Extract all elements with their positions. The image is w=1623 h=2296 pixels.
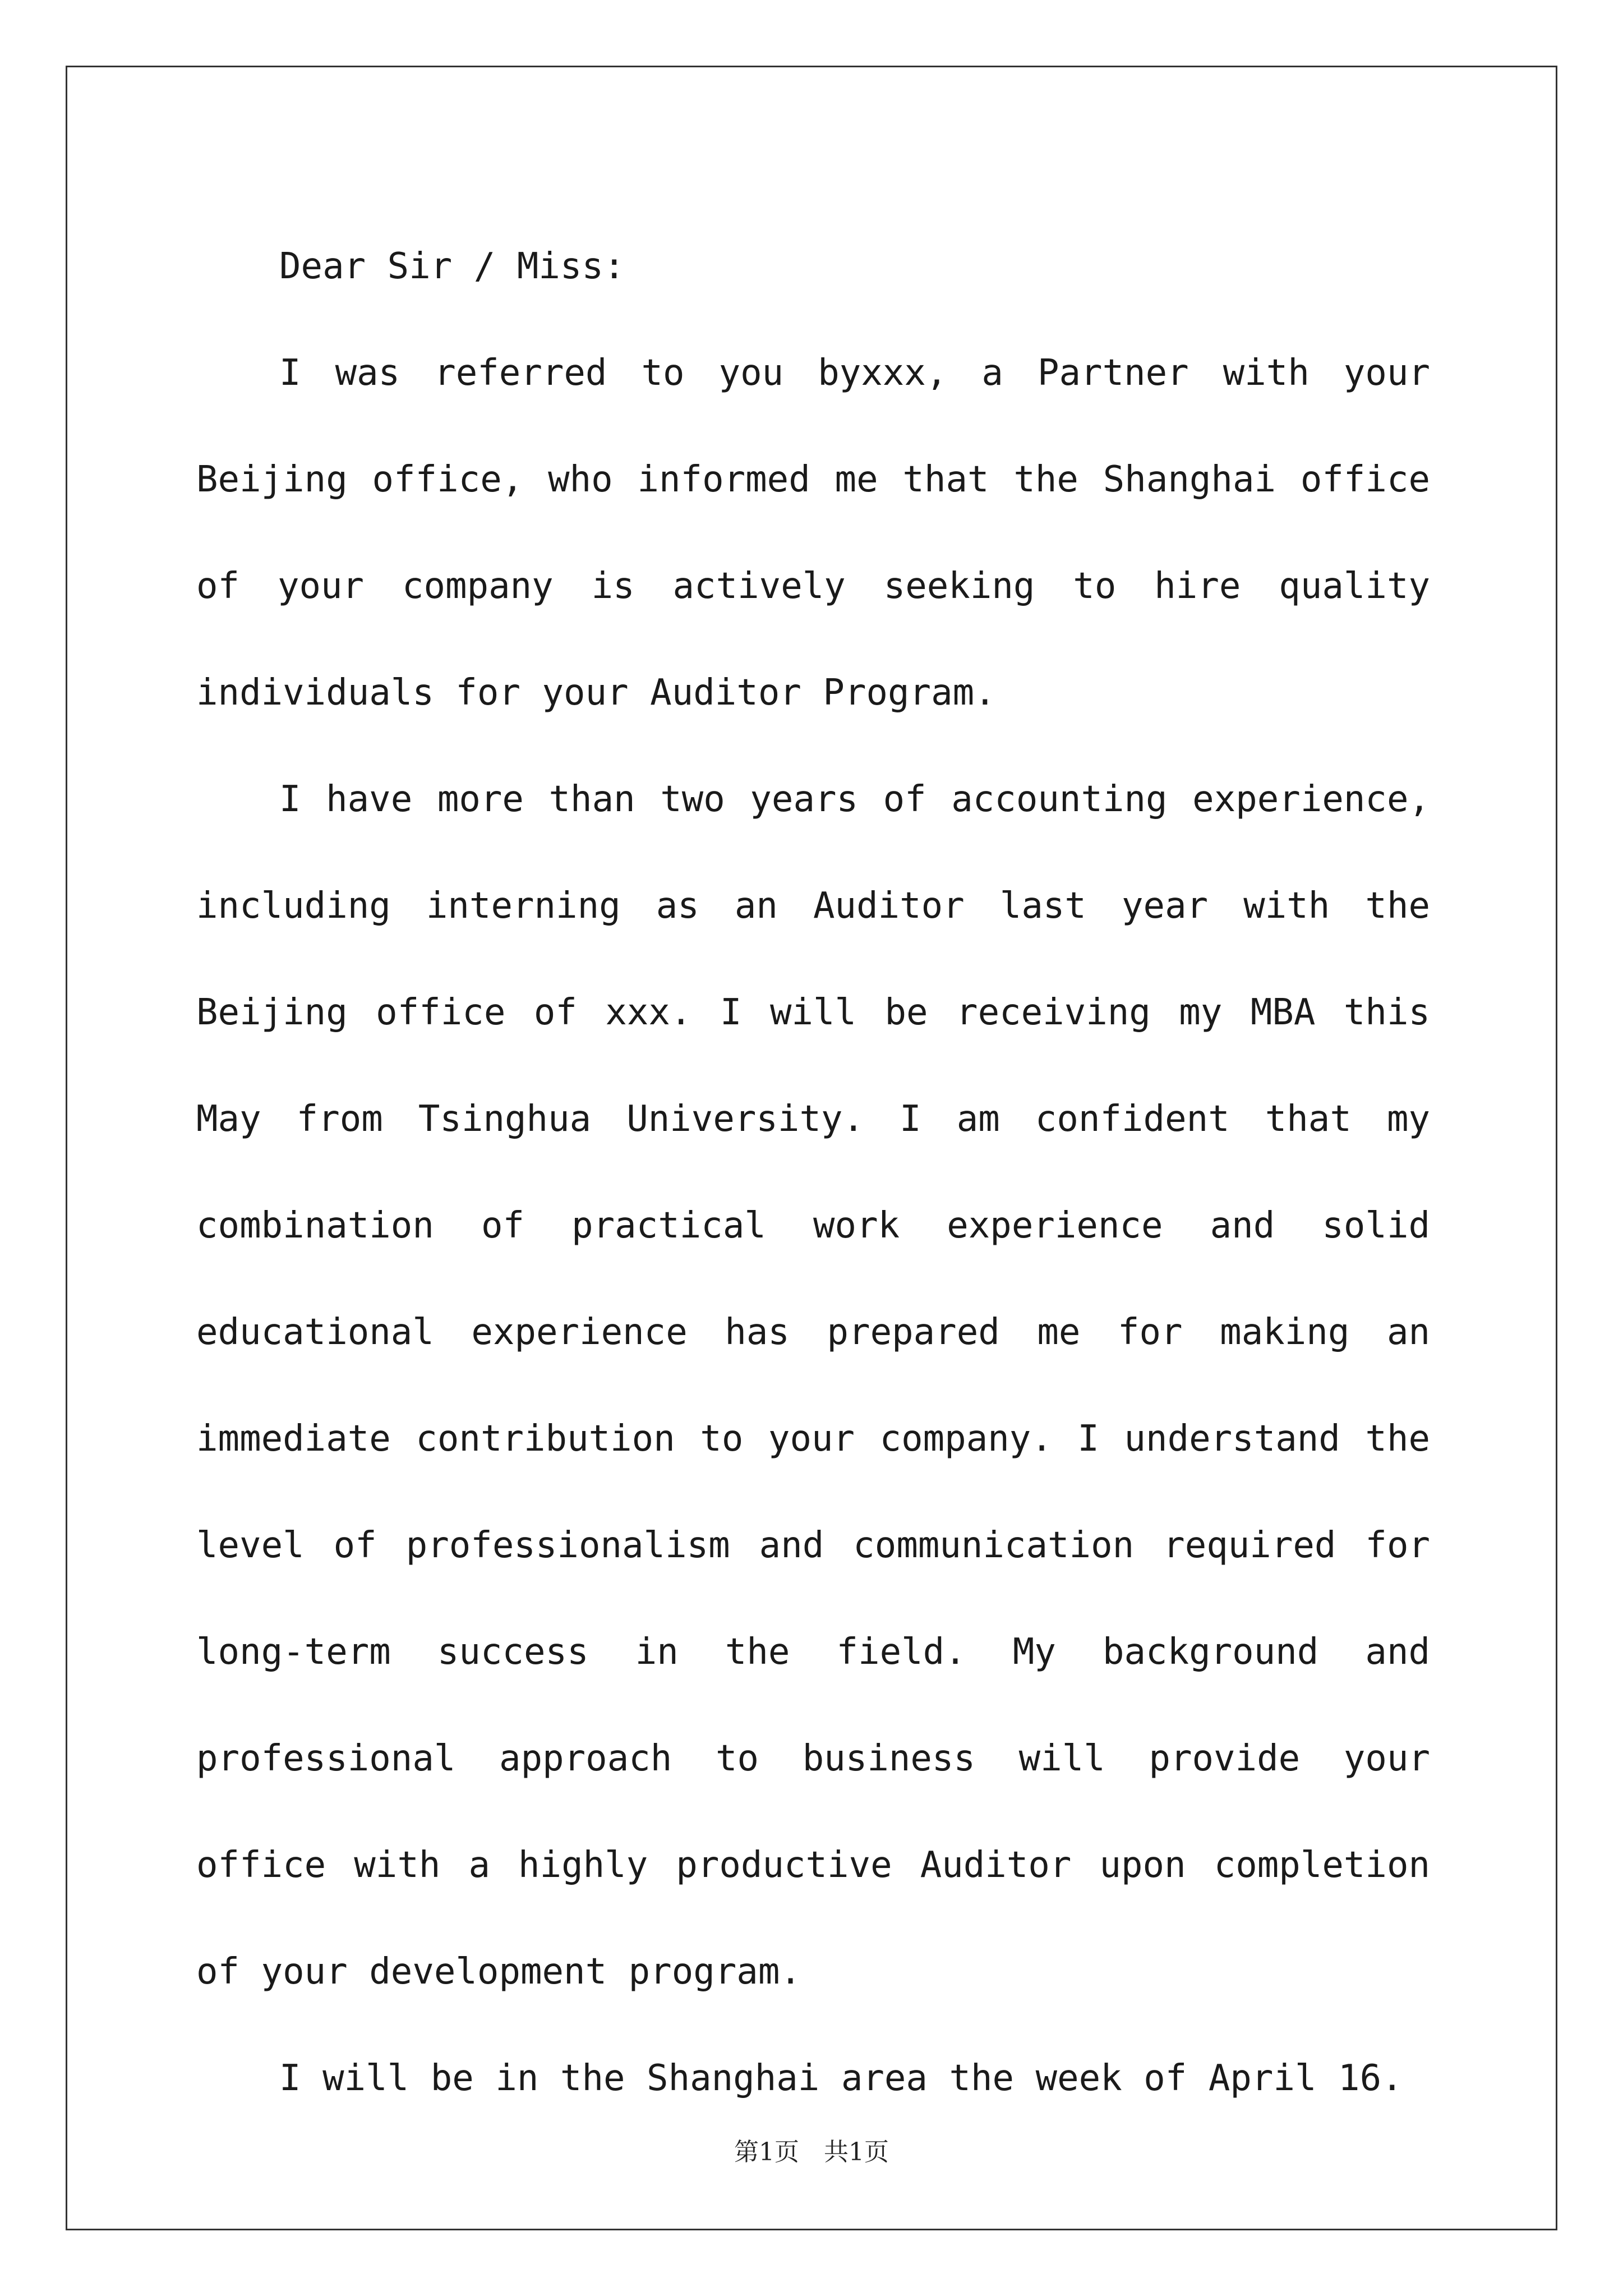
letter-body [196, 213, 1430, 2132]
paragraph-experience: I have more than two years of accounting experience, including interning as an Auditor last year with the Beijing office of xxx. I will be receiving my MBA this May from Tsinghua University. I am confident that my combination of practical work experience and solid educational experience has prepared me for making an immediate contribution to your company. I understand the level of professionalism and communication required for long-term success in the field. My background and professional approach to business will provide your office with a highly productive Auditor upon completion of your development program. [196, 779, 1430, 1993]
page-number-footer: 第1页 共1页 [734, 2138, 889, 2166]
paragraph-visit: I will be in the Shanghai area the week of April 16. [279, 2058, 1403, 2099]
salutation: Dear Sir / Miss: [279, 246, 625, 287]
paragraph-referral: I was referred to you byxxx, a Partner with your Beijing office, who informed me that the Shanghai office of your company is actively seeking to hire quality individuals for your Auditor Program. [196, 352, 1430, 714]
